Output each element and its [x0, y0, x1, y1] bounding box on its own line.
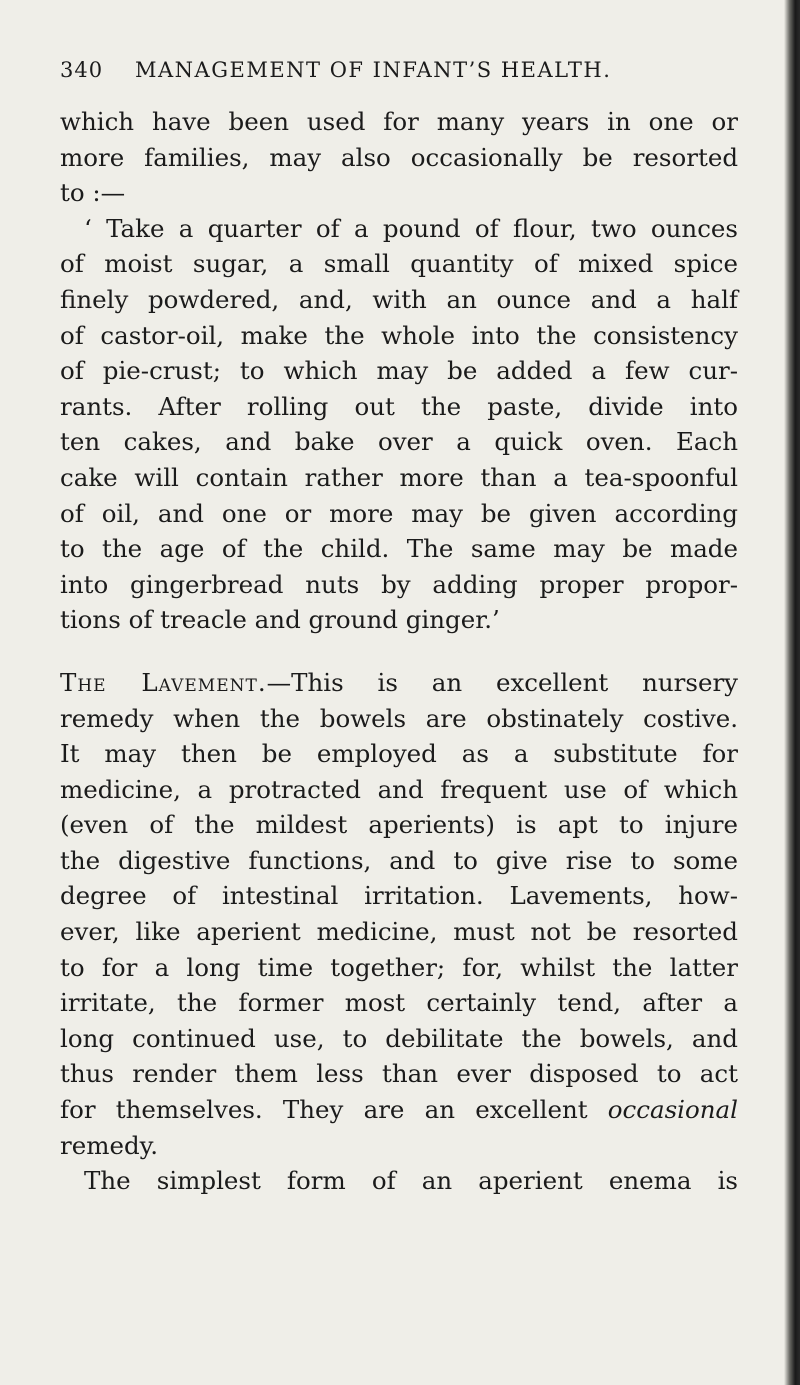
text-line: of oil, and one or more may be given according: [60, 498, 738, 528]
text-line: of castor-oil, make the whole into the consistency: [60, 320, 738, 350]
section-heading: The Lavement.: [60, 667, 267, 697]
text-line: The simplest form of an aperient enema is: [84, 1166, 738, 1196]
text-line: to for a long time together; for, whilst the latter: [60, 952, 738, 982]
running-head: MANAGEMENT OF INFANT’S HEALTH.: [135, 58, 612, 82]
body-text: [60, 104, 738, 1199]
text-line: cake will contain rather more than a tea-spoonful: [60, 462, 738, 492]
text-line: finely powdered, and, with an ounce and a half: [60, 284, 738, 314]
paragraph-gap: [60, 638, 738, 665]
text-line: (even of the mildest aperients) is apt to injure: [60, 810, 738, 840]
text-line: remedy.: [60, 1130, 158, 1160]
text-line: to the age of the child. The same may be made: [60, 534, 738, 564]
text-line: into gingerbread nuts by adding proper propor-: [60, 569, 738, 599]
text-line: degree of intestinal irritation. Lavements, how-: [60, 881, 738, 911]
text-line: irritate, the former most certainly tend, after a: [60, 988, 738, 1018]
text-fragment: for themselves. They are an excellent: [60, 1095, 588, 1125]
text-line: the digestive functions, and to give rise to some: [60, 845, 738, 875]
text-line: of moist sugar, a small quantity of mixed spice: [60, 249, 738, 279]
text-line: of pie-crust; to which may be added a few cur-: [60, 356, 738, 386]
text-line: ever, like aperient medicine, must not be resorted: [60, 917, 738, 947]
page-binding-edge: [784, 0, 800, 1385]
text-line: ten cakes, and bake over a quick oven. Each: [60, 427, 738, 457]
text-line: to :—: [60, 178, 126, 208]
text-line: long continued use, to debilitate the bowels, and: [60, 1023, 738, 1053]
page-header: [60, 58, 760, 90]
text-fragment: —This is an excellent nursery: [266, 667, 739, 697]
text-line: tions of treacle and ground ginger.’: [60, 605, 500, 635]
text-line: ‘ Take a quarter of a pound of flour, two ounces: [84, 213, 738, 243]
text-line: thus render them less than ever disposed to act: [60, 1059, 738, 1089]
text-line: rants. After rolling out the paste, divide into: [60, 391, 738, 421]
italic-word: occasional: [607, 1095, 738, 1125]
text-line: [60, 1092, 738, 1128]
text-line: which have been used for many years in one or: [60, 107, 738, 136]
text-line: medicine, a protracted and frequent use of which: [60, 774, 738, 804]
page-number: 340: [60, 58, 104, 82]
text-line: It may then be employed as a substitute for: [60, 739, 738, 769]
text-line: remedy when the bowels are obstinately costive.: [60, 703, 738, 733]
text-line: more families, may also occasionally be resorted: [60, 142, 738, 172]
text-line: [60, 665, 738, 701]
